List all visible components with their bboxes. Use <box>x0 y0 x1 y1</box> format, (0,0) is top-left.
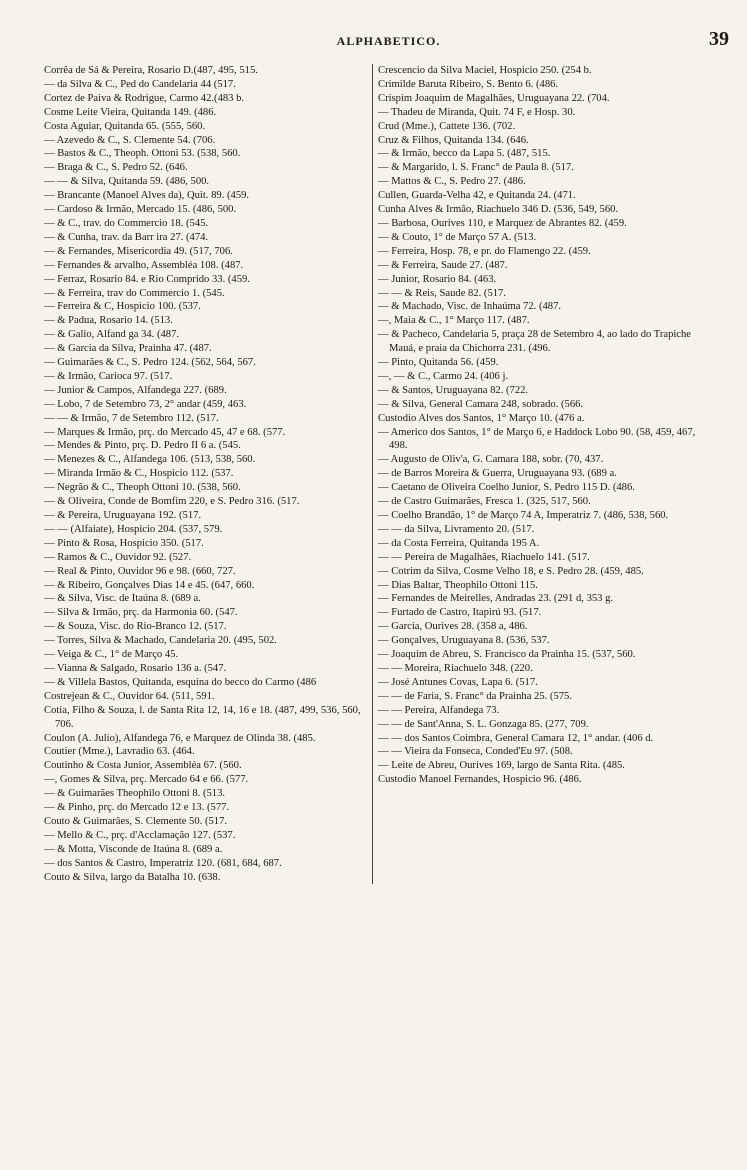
directory-entry: — Mello & C., prç. d'Acclamação 127. (537. <box>44 829 236 841</box>
directory-entry: — & Souza, Visc. do Rio-Branco 12. (517. <box>44 621 227 633</box>
directory-entry: Crimilde Baruta Ribeiro, S. Bento 6. (486. <box>378 78 559 90</box>
running-title: ALPHABETICO. <box>336 34 441 48</box>
directory-columns <box>44 64 733 884</box>
directory-entry: — — & Silva, Quitanda 59. (486, 500. <box>44 176 210 188</box>
directory-entry: — Mattos & C., S. Pedro 27. (486. <box>378 176 526 188</box>
directory-entry: — de Barros Moreira & Guerra, Uruguayana 93. (689 a. <box>378 468 617 480</box>
directory-entry: — — de Faria, S. Franc° da Prainha 25. (575. <box>378 690 573 702</box>
directory-entry: — Augusto de Oliv'a, G. Camara 188, sobr. (70, 437. <box>378 454 604 466</box>
directory-entry: — Lobo, 7 de Setembro 73, 2° andar (459, 463. <box>44 398 247 410</box>
directory-entry: — Marques & Irmão, prç. do Mercado 45, 47 e 68. (577. <box>44 426 286 438</box>
directory-entry: — Mendes & Pinto, prç. D. Pedro II 6 a. (545. <box>44 440 241 452</box>
directory-entry: — & Ribeiro, Gonçalves Dias 14 e 45. (647, 660. <box>44 579 255 591</box>
directory-entry: Costrejean & C., Ouvidor 64. (511, 591. <box>44 690 215 702</box>
directory-entry: — — Moreira, Riachuelo 348. (220. <box>378 662 533 674</box>
directory-entry: — Gonçalves, Uruguayana 8. (536, 537. <box>378 635 550 647</box>
directory-entry: — & Irmão, Carioca 97. (517. <box>44 370 173 382</box>
directory-entry: — Menezes & C., Alfandega 106. (513, 538, 560. <box>44 454 256 466</box>
directory-entry: Crud (Mme.), Cattete 136. (702. <box>378 120 516 132</box>
directory-entry: — de Castro Guimarães, Fresca 1. (325, 517, 560. <box>378 496 591 508</box>
directory-entry: — & Fernandes, Misericordia 49. (517, 706. <box>44 245 233 257</box>
directory-entry: — & Margarido, l. S. Franc° de Paula 8. (517. <box>378 162 574 174</box>
directory-entry: Costa Aguiar, Quitanda 65. (555, 560. <box>44 120 206 132</box>
directory-entry: — Real & Pinto, Ouvidor 96 e 98. (660, 727. <box>44 565 236 577</box>
directory-entry: — & Santos, Uruguayana 82. (722. <box>378 384 529 396</box>
directory-entry: —, — & C., Carmo 24. (406 j. <box>378 370 509 382</box>
directory-entry: — & Pacheco, Candelaria 5, praça 28 de Setembro 4, ao lado do Trapiche Mauá, e praia da Chichorra 231. (496. <box>378 329 692 355</box>
directory-entry: — Brancante (Manoel Alves da), Quit. 89. (459. <box>44 190 250 202</box>
directory-entry: — — de Sant'Anna, S. L. Gonzaga 85. (277, 709. <box>378 718 589 730</box>
directory-entry: — — & Reis, Saude 82. (517. <box>378 287 506 299</box>
directory-entry: Cullen, Guarda-Velha 42, e Quitanda 24. (471. <box>378 190 576 202</box>
directory-entry: — Barbosa, Ourives 110, e Marquez de Abrantes 82. (459. <box>378 217 627 229</box>
directory-entry: — da Costa Ferreira, Quitanda 195 A. <box>378 537 540 549</box>
directory-entry: — Coelho Brandão, 1° de Março 74 A, Imperatriz 7. (486, 538, 560. <box>378 510 669 521</box>
directory-entry: — Guimarães & C., S. Pedro 124. (562, 564, 567. <box>44 357 256 369</box>
directory-entry: — — dos Santos Coimbra, General Camara 12, 1° andar. (406 d. <box>378 732 654 744</box>
directory-entry: Corrêa de Sá & Pereira, Rosario D.(487, 495, 515. <box>44 65 258 76</box>
directory-entry: —, Maia & C., 1° Março 117. (487. <box>378 315 530 327</box>
directory-entry: — Ferraz, Rosario 84. e Rio Comprido 33. (459. <box>44 273 250 285</box>
directory-entry: — Ferreira, Hosp. 78, e pr. do Flamengo 22. (459. <box>378 245 591 257</box>
directory-entry: — da Silva & C., Ped do Candelaria 44 (517. <box>44 78 236 90</box>
directory-entry: — Joaquim de Abreu, S. Francisco da Prainha 15. (537, 560. <box>378 649 636 661</box>
directory-entry: Cruz & Filhos, Quitanda 134. (646. <box>378 134 529 146</box>
directory-entry: — Azevedo & C., S. Clemente 54. (706. <box>44 134 216 146</box>
directory-entry: — & Irmão, becco da Lapa 5. (487, 515. <box>378 148 551 160</box>
directory-entry: — — & Irmão, 7 de Setembro 112. (517. <box>44 412 219 424</box>
directory-entry: Cosme Leite Vieira, Quitanda 149. (486. <box>44 106 217 118</box>
directory-entry: — Fernandes & arvalho, Assembléa 108. (487. <box>44 259 244 271</box>
directory-entry: —, Gomes & Silva, prç. Mercado 64 e 66. (577. <box>44 774 249 786</box>
directory-entry: — Vianna & Salgado, Rosario 136 a. (547. <box>44 662 227 674</box>
directory-entry: — & Oliveira, Conde de Bomfim 220, e S. Pedro 316. (517. <box>44 496 300 508</box>
directory-entry: — Caetano de Oliveira Coelho Junior, S. Pedro 115 D. (486. <box>378 482 635 494</box>
directory-entry: — Silva & Irmão, prç. da Harmonia 60. (547. <box>44 607 238 619</box>
directory-entry: — & Motta, Visconde de Itaúna 8. (689 a. <box>44 843 223 855</box>
directory-entry: Cortez de Paiva & Rodrigue, Carmo 42.(483 b. <box>44 92 245 104</box>
directory-entry: Couto & Guimarães, S. Clemente 50. (517. <box>44 815 228 827</box>
directory-entry: — Miranda Irmão & C., Hospicio 112. (537. <box>44 468 234 480</box>
directory-entry: — — da Silva, Livramento 20. (517. <box>378 523 535 535</box>
directory-entry: — Dias Baltar, Theophilo Ottoni 115. <box>378 579 538 591</box>
directory-entry: — — Vieira da Fonseca, Conded'Eu 97. (508. <box>378 746 573 758</box>
directory-entry: — Cotrim da Silva, Cosme Velho 18, e S. Pedro 28. (459, 485. <box>378 565 644 577</box>
page-number: 39 <box>709 28 729 50</box>
directory-entry: — Veiga & C., 1° de Março 45. <box>44 649 179 661</box>
directory-entry: — Ferreira & C, Hospicio 100. (537. <box>44 301 201 313</box>
directory-entry: Coutinho & Costa Junior, Assembléa 67. (560. <box>44 760 242 772</box>
directory-entry: — Pinto, Quitanda 56. (459. <box>378 357 499 369</box>
directory-entry: — Torres, Silva & Machado, Candelaria 20. (495, 502. <box>44 635 277 647</box>
directory-entry: — & C., trav. do Commercio 18. (545. <box>44 217 209 229</box>
directory-entry: Crispim Joaquim de Magalhães, Uruguayana 22. (704. <box>378 92 610 104</box>
directory-entry: Crescencio da Silva Maciel, Hospicio 250. (254 b. <box>378 65 592 76</box>
directory-entry: Cunha Alves & Irmão, Riachuelo 346 D. (536, 549, 560. <box>378 204 619 216</box>
directory-entry: — Bastos & C., Theoph. Ottoni 53. (538, 560. <box>44 148 241 160</box>
directory-entry: — Pinto & Rosa, Hospicio 350. (517. <box>44 537 204 549</box>
right-column <box>378 64 708 884</box>
directory-entry: — & Silva, Visc. de Itaúna 8. (689 a. <box>44 593 201 605</box>
directory-entry: — Leite de Abreu, Ourives 169, largo de Santa Rita. (485. <box>378 760 625 772</box>
directory-entry: — Junior, Rosario 84. (463. <box>378 273 497 285</box>
directory-entry: — & Pereira, Uruguayana 192. (517. <box>44 510 202 521</box>
directory-entry: — & Machado, Visc. de Inhaúma 72. (487. <box>378 301 562 313</box>
directory-entry: — & Ferreira, trav do Commercio 1. (545. <box>44 287 225 299</box>
directory-entry: Cotia, Filho & Souza, l. de Santa Rita 12, 14, 16 e 18. (487, 499, 536, 560, 706. <box>44 704 361 730</box>
directory-entry: Couto & Silva, largo da Batalha 10. (638. <box>44 871 221 883</box>
directory-entry: — Ramos & C., Ouvidor 92. (527. <box>44 551 192 563</box>
directory-entry: — Fernandes de Meirelles, Andradas 23. (291 d, 353 g. <box>378 593 614 605</box>
directory-entry: — & Silva, General Camara 248, sobrado. (566. <box>378 398 584 410</box>
directory-entry: — & Couto, 1° de Março 57 A. (513. <box>378 231 537 243</box>
directory-entry: — Americo dos Santos, 1° de Março 6, e Haddock Lobo 90. (58, 459, 467, 498. <box>378 426 696 452</box>
page-header <box>44 28 733 64</box>
directory-entry: — & Cunha, trav. da Barr ira 27. (474. <box>44 231 209 243</box>
directory-entry: — dos Santos & Castro, Imperatriz 120. (681, 684, 687. <box>44 857 282 869</box>
directory-entry: — & Garcia da Silva, Prainha 47. (487. <box>44 343 212 355</box>
directory-entry: — & Villela Bastos, Quitanda, esquina do becco do Carmo (486 <box>44 676 317 688</box>
directory-entry: — & Ferreira, Saude 27. (487. <box>378 259 508 271</box>
directory-entry: — Furtado de Castro, Itapirú 93. (517. <box>378 607 542 619</box>
directory-entry: — & Padua, Rosario 14. (513. <box>44 315 173 327</box>
directory-entry: — & Pinho, prç. do Mercado 12 e 13. (577. <box>44 802 230 814</box>
directory-entry: — Junior & Campos, Alfandega 227. (689. <box>44 384 227 396</box>
directory-entry: Coutier (Mme.), Lavradio 63. (464. <box>44 746 195 758</box>
directory-entry: Coulon (A. Julio), Alfandega 76, e Marquez de Olinda 38. (485. <box>44 732 316 744</box>
directory-entry: — José Antunes Covas, Lapa 6. (517. <box>378 676 538 688</box>
directory-entry: Custodio Manoel Fernandes, Hospicio 96. (486. <box>378 774 582 786</box>
directory-entry: — & Galio, Alfand ga 34. (487. <box>44 329 180 341</box>
directory-entry: — Cardoso & Irmão, Mercado 15. (486, 500. <box>44 204 237 216</box>
column-divider <box>372 64 373 884</box>
directory-entry: Custodio Alves dos Santos, 1° Março 10. (476 a. <box>378 412 585 424</box>
directory-entry: — Negrão & C., Theoph Ottoni 10. (538, 560. <box>44 482 241 494</box>
directory-entry: — & Guimarães Theophilo Ottoni 8. (513. <box>44 788 226 800</box>
left-column <box>44 64 372 884</box>
directory-entry: — — Pereira de Magalhães, Riachuelo 141. (517. <box>378 551 590 563</box>
directory-entry: — — Pereira, Alfandega 73. <box>378 704 500 716</box>
directory-entry: — Garcia, Ourives 28. (358 a, 486. <box>378 621 528 633</box>
directory-entry: — Thadeu de Miranda, Quit. 74 F, e Hosp. 30. <box>378 106 576 118</box>
directory-entry: — — (Alfaiate), Hospicio 204. (537, 579. <box>44 523 223 535</box>
directory-entry: — Braga & C., S. Pedro 52. (646. <box>44 162 188 174</box>
